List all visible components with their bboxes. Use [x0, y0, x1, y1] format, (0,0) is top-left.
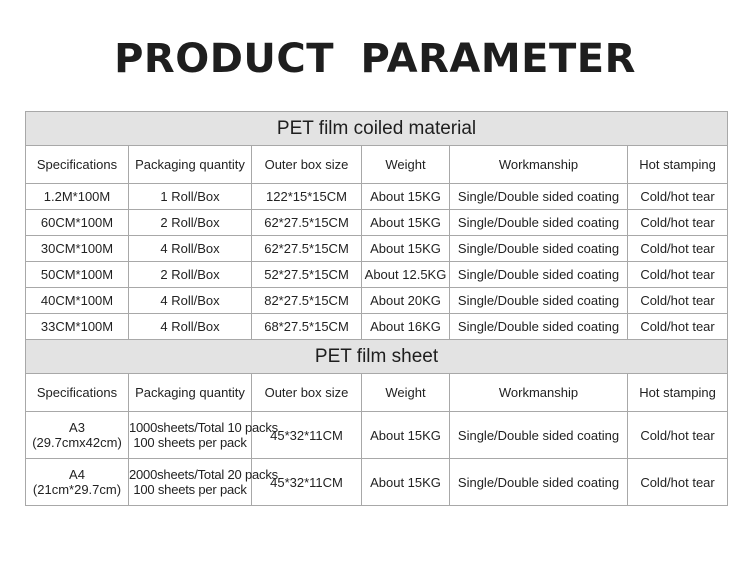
cell-outer-box-size: 82*27.5*15CM — [252, 288, 362, 314]
section-header — [26, 340, 728, 374]
table-row — [26, 236, 728, 262]
cell-packaging-quantity: 2 Roll/Box — [129, 262, 252, 288]
cell-specification: 1.2M*100M — [26, 184, 129, 210]
cell-packaging-quantity: 2 Roll/Box — [129, 210, 252, 236]
header-outer-box-size: Outer box size — [252, 374, 362, 412]
cell-hot-stamping: Cold/hot tear — [628, 184, 728, 210]
section-title: PET film sheet — [26, 340, 728, 374]
cell-outer-box-size: 45*32*11CM — [252, 459, 362, 506]
cell-hot-stamping: Cold/hot tear — [628, 412, 728, 459]
cell-specification: 33CM*100M — [26, 314, 129, 340]
film-sheet-section — [26, 340, 728, 506]
cell-workmanship: Single/Double sided coating — [450, 236, 628, 262]
header-weight: Weight — [362, 374, 450, 412]
header-workmanship: Workmanship — [450, 374, 628, 412]
cell-workmanship: Single/Double sided coating — [450, 412, 628, 459]
cell-weight: About 15KG — [362, 412, 450, 459]
spec-size-name: A4 — [69, 467, 85, 482]
table-row — [26, 314, 728, 340]
quantity-per-pack: 100 sheets per pack — [133, 435, 247, 450]
cell-weight: About 15KG — [362, 459, 450, 506]
cell-outer-box-size: 45*32*11CM — [252, 412, 362, 459]
cell-outer-box-size: 122*15*15CM — [252, 184, 362, 210]
header-packaging-quantity: Packaging quantity — [129, 146, 252, 184]
header-packaging-quantity: Packaging quantity — [129, 374, 252, 412]
cell-outer-box-size: 68*27.5*15CM — [252, 314, 362, 340]
coiled-material-section — [26, 112, 728, 340]
header-workmanship: Workmanship — [450, 146, 628, 184]
cell-specification: 40CM*100M — [26, 288, 129, 314]
column-header-row — [26, 374, 728, 412]
header-specifications: Specifications — [26, 146, 129, 184]
parameter-table — [25, 111, 728, 506]
cell-weight: About 15KG — [362, 184, 450, 210]
header-outer-box-size: Outer box size — [252, 146, 362, 184]
cell-hot-stamping: Cold/hot tear — [628, 236, 728, 262]
cell-hot-stamping: Cold/hot tear — [628, 459, 728, 506]
table-row — [26, 288, 728, 314]
cell-specification: 60CM*100M — [26, 210, 129, 236]
cell-workmanship: Single/Double sided coating — [450, 210, 628, 236]
table-row — [26, 210, 728, 236]
table-row — [26, 262, 728, 288]
header-hot-stamping: Hot stamping — [628, 146, 728, 184]
quantity-total: 2000sheets/Total 20 packs — [129, 467, 278, 482]
cell-packaging-quantity — [129, 412, 278, 459]
section-header — [26, 112, 728, 146]
cell-workmanship: Single/Double sided coating — [450, 459, 628, 506]
cell-weight: About 16KG — [362, 314, 450, 340]
header-hot-stamping: Hot stamping — [628, 374, 728, 412]
cell-specification — [26, 459, 129, 506]
table-row — [26, 184, 728, 210]
table-row — [26, 412, 728, 459]
cell-hot-stamping: Cold/hot tear — [628, 288, 728, 314]
page-title: PRODUCT PARAMETER — [114, 36, 636, 82]
spec-dimensions: (29.7cmx42cm) — [32, 435, 122, 450]
cell-hot-stamping: Cold/hot tear — [628, 314, 728, 340]
cell-workmanship: Single/Double sided coating — [450, 288, 628, 314]
cell-packaging-quantity: 4 Roll/Box — [129, 314, 252, 340]
cell-specification — [26, 412, 129, 459]
cell-outer-box-size: 52*27.5*15CM — [252, 262, 362, 288]
cell-specification: 50CM*100M — [26, 262, 129, 288]
cell-workmanship: Single/Double sided coating — [450, 314, 628, 340]
header-weight: Weight — [362, 146, 450, 184]
cell-packaging-quantity: 4 Roll/Box — [129, 236, 252, 262]
cell-specification: 30CM*100M — [26, 236, 129, 262]
cell-workmanship: Single/Double sided coating — [450, 262, 628, 288]
cell-packaging-quantity: 4 Roll/Box — [129, 288, 252, 314]
cell-hot-stamping: Cold/hot tear — [628, 210, 728, 236]
quantity-total: 1000sheets/Total 10 packs — [129, 420, 278, 435]
cell-packaging-quantity: 1 Roll/Box — [129, 184, 252, 210]
cell-weight: About 12.5KG — [362, 262, 450, 288]
header-specifications: Specifications — [26, 374, 129, 412]
cell-outer-box-size: 62*27.5*15CM — [252, 210, 362, 236]
cell-workmanship: Single/Double sided coating — [450, 184, 628, 210]
cell-outer-box-size: 62*27.5*15CM — [252, 236, 362, 262]
spec-dimensions: (21cm*29.7cm) — [32, 482, 122, 497]
section-title: PET film coiled material — [26, 112, 728, 146]
cell-weight: About 15KG — [362, 210, 450, 236]
quantity-per-pack: 100 sheets per pack — [133, 482, 247, 497]
spec-size-name: A3 — [69, 420, 85, 435]
cell-weight: About 20KG — [362, 288, 450, 314]
cell-packaging-quantity — [129, 459, 278, 506]
table-row — [26, 459, 728, 506]
column-header-row — [26, 146, 728, 184]
cell-weight: About 15KG — [362, 236, 450, 262]
cell-hot-stamping: Cold/hot tear — [628, 262, 728, 288]
